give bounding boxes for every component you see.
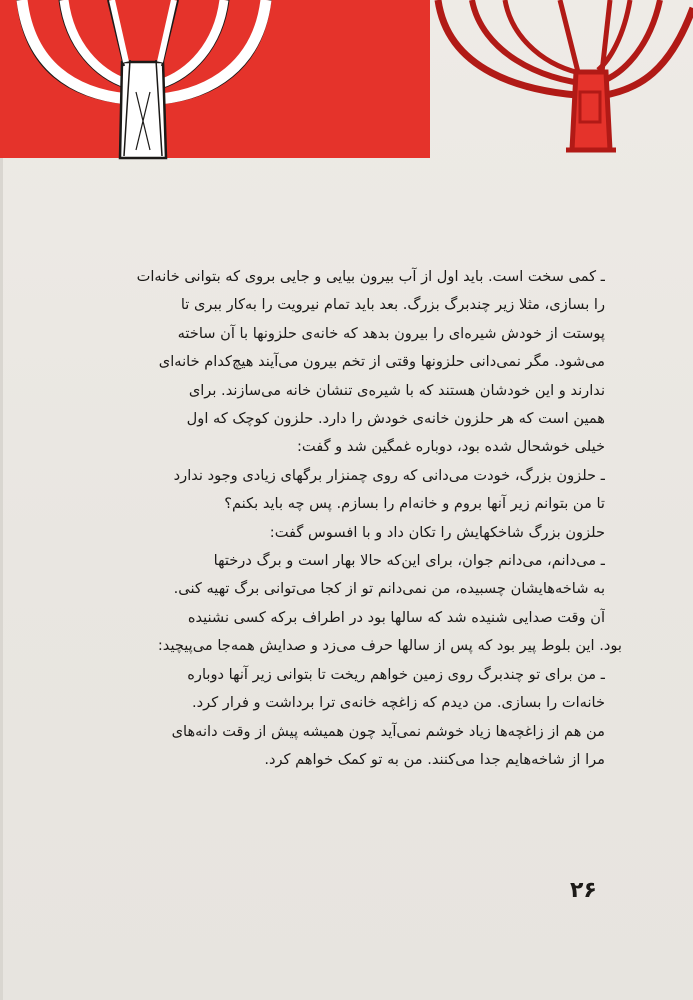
text-line: پوستت از خودش شیره‌ای را بیرون بدهد که خانه‌ی حلزونها با آن ساخته <box>177 324 605 342</box>
text-line: حلزون بزرگ شاخکهایش را تکان داد و با افسوس گفت: <box>269 523 605 541</box>
page-number: ۲۶ <box>570 878 597 903</box>
text-line: خیلی خوشحال شده بود، دوباره غمگین شد و گفت: <box>296 438 605 456</box>
text-line: تا من بتوانم زیر آنها بروم و خانه‌ام را بسازم. پس چه باید بکنم؟ <box>224 495 605 513</box>
text-line: ـ می‌دانم، می‌دانم جوان، برای این‌که حالا بهار است و برگ درختها <box>213 552 605 570</box>
text-line: آن وقت صدایی شنیده شد که سالها بود در اطراف برکه کسی نشنیده <box>187 608 605 626</box>
text-line: مرا از شاخه‌هایم جدا می‌کنند. من به تو کمک خواهم کرد. <box>264 750 605 768</box>
text-line: به شاخه‌هایشان چسبیده، من نمی‌دانم تو از کجا می‌توانی برگ تهیه کنی. <box>173 580 605 598</box>
text-line: ـ کمی سخت است. باید اول از آب بیرون بیایی و جایی بروی که بتوانی خانه‌ات <box>136 268 605 285</box>
top-illustration <box>0 0 693 160</box>
text-line: خانه‌ات را بسازی. من دیدم که زاغچه خانه‌ی ترا برداشت و فرار کرد. <box>192 694 605 712</box>
text-line: ـ حلزون بزرگ، خودت می‌دانی که روی چمنزار برگهای زیادی وجود ندارد <box>173 466 605 484</box>
text-line: بود. این بلوط پیر بود که پس از سالها حرف می‌زد و صدایش همه‌جا می‌پیچید: <box>157 637 622 655</box>
left-tree-illustration <box>0 0 430 158</box>
text-line: ـ من برای تو چندبرگ روی زمین خواهم ریخت تا بتوانی زیر آنها دوباره <box>187 665 605 683</box>
text-line: می‌شود. مگر نمی‌دانی حلزونها وقتی از تخم بیرون می‌آیند هیچ‌کدام خانه‌ای <box>158 353 605 371</box>
story-text <box>100 263 622 774</box>
text-line: را بسازی، مثلا زیر چندبرگ بزرگ. بعد باید تمام نیرویت را به‌کار ببری تا <box>180 296 605 314</box>
text-line: همین است که هر حلزون خانه‌ی خودش را دارد. حلزون کوچک که اول <box>186 410 605 428</box>
right-tree-illustration <box>438 0 693 150</box>
illustration-svg <box>0 0 693 160</box>
text-line: ندارند و این خودشان هستند که با شیره‌ی تنشان خانه می‌سازند. برای <box>188 381 605 399</box>
text-line: من هم از زاغچه‌ها زیاد خوشم نمی‌آید چون همیشه پیش از وقت دانه‌های <box>171 722 605 740</box>
